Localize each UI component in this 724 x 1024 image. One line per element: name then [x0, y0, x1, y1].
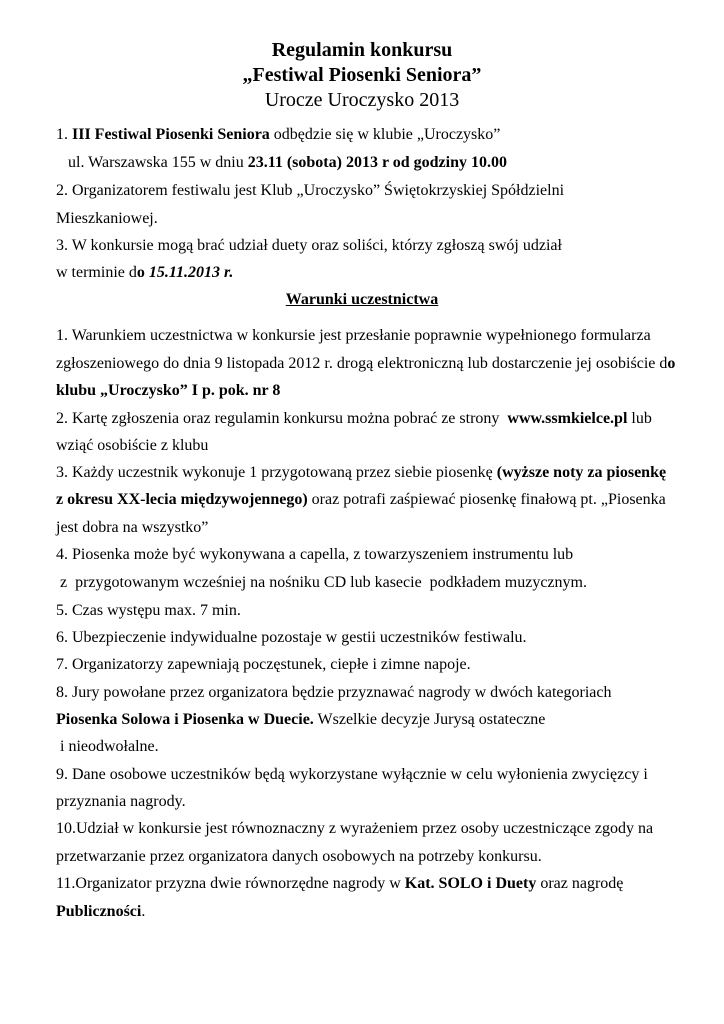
- rule-2-line-2: wziąć osobiście z klubu: [56, 437, 209, 454]
- intro-point-3-o: o: [136, 264, 149, 281]
- rule-10-line-1: 10.Udział w konkursie jest równoznaczny z wyrażeniem przez osoby uczestniczące zgody na: [56, 820, 654, 837]
- place-year: Urocze Uroczysko 2013: [264, 89, 460, 111]
- festival-name: „Festiwal Piosenki Seniora”: [242, 64, 482, 86]
- document-title: Regulamin konkursu: [271, 39, 453, 61]
- intro-point-1-line-2: [56, 153, 507, 173]
- rule-8-line-3: i nieodwołalne.: [56, 738, 159, 755]
- rule-3-line-1: [56, 463, 666, 483]
- intro-point-2-line-2: Mieszkaniowej.: [56, 210, 158, 227]
- rule-5: 5. Czas występu max. 7 min.: [56, 602, 241, 619]
- rule-9-line-2: przyznania nagrody.: [56, 793, 186, 810]
- rule-2-line-1: [56, 409, 652, 429]
- rule-4-line-1: 4. Piosenka może być wykonywana a capella, z towarzyszeniem instrumentu lub: [56, 546, 574, 563]
- rule-9-line-1: 9. Dane osobowe uczestników będą wykorzystane wyłącznie w celu wyłonienia zwycięzcy i: [56, 766, 648, 783]
- rule-1-line-3: klubu „Uroczysko” I p. pok. nr 8: [56, 382, 281, 399]
- rule-11-text: 11.Organizator przyzna dwie równorzędne nagrody w: [56, 875, 405, 892]
- rule-11-audience-prize: Publiczności: [56, 903, 142, 920]
- rule-10-line-2: przetwarzanie przez organizatora danych osobowych na potrzeby konkursu.: [56, 848, 542, 865]
- rule-8-rest: Wszelkie decyzje Jurysą ostateczne: [313, 711, 546, 728]
- intro-point-1-rest: odbędzie się w klubie „Uroczysko”: [269, 126, 501, 143]
- rule-3-rest: oraz potrafi zaśpiewać piosenkę finałową pt. „Piosenka: [307, 491, 666, 508]
- intro-point-3-line-2: [56, 263, 233, 283]
- rule-11-period: .: [141, 903, 146, 920]
- rule-3-bold: (wyższe noty za piosenkę: [496, 464, 667, 481]
- intro-point-1-date: 23.11 (sobota) 2013 r od godziny 10.00: [247, 154, 507, 171]
- rule-1-bold-o: o: [667, 355, 676, 372]
- title-block: [0, 38, 724, 113]
- rule-3-text: 3. Każdy uczestnik wykonuje 1 przygotowaną przez siebie piosenkę: [56, 464, 497, 481]
- rule-2-website-link[interactable]: www.ssmkielce.pl: [507, 410, 628, 427]
- intro-point-2-line-1: 2. Organizatorem festiwalu jest Klub „Uroczysko” Świętokrzyskiej Spółdzielni: [56, 182, 565, 199]
- rule-11-line-2: [56, 902, 145, 922]
- rule-8-line-2: [56, 710, 545, 730]
- rule-3-line-3: jest dobra na wszystko”: [56, 519, 209, 536]
- rule-7: 7. Organizatorzy zapewniają poczęstunek, ciepłe i zimne napoje.: [56, 656, 471, 673]
- rule-4-line-2: z przygotowanym wcześniej na nośniku CD lub kasecie podkładem muzycznym.: [56, 574, 587, 591]
- rule-6: 6. Ubezpieczenie indywidualne pozostaje w gestii uczestników festiwalu.: [56, 629, 527, 646]
- intro-point-1-line-1: [56, 125, 500, 145]
- rule-3-line-2: [56, 490, 666, 510]
- rule-11-categories: Kat. SOLO i Duety: [404, 875, 537, 892]
- rule-8-categories: Piosenka Solowa i Piosenka w Duecie.: [56, 711, 314, 728]
- rule-11-line-1: [56, 874, 623, 894]
- intro-point-1-festival: III Festiwal Piosenki Seniora: [72, 126, 270, 143]
- rule-2-text: 2. Kartę zgłoszenia oraz regulamin konkursu można pobrać ze strony: [56, 410, 508, 427]
- rule-1-line-1: 1. Warunkiem uczestnictwa w konkursie jest przesłanie poprawnie wypełnionego formularza: [56, 327, 651, 344]
- rule-8-line-1: 8. Jury powołane przez organizatora będzie przyznawać nagrody w dwóch kategoriach: [56, 684, 612, 701]
- rule-1-text: zgłoszeniowego do dnia 9 listopada 2012 r. drogą elektroniczną lub dostarczenie jej osobiście d: [56, 355, 668, 372]
- intro-point-1-number: 1.: [56, 126, 72, 143]
- rule-1-line-2: [56, 354, 675, 374]
- rule-3-bold-period: z okresu XX-lecia międzywojennego): [56, 491, 308, 508]
- intro-point-3-deadline: 15.11.2013 r.: [148, 264, 234, 281]
- rule-2-end: lub: [627, 410, 652, 427]
- intro-point-3-line-1: 3. W konkursie mogą brać udział duety oraz soliści, którzy zgłoszą swój udział: [56, 237, 562, 254]
- rule-11-end: oraz nagrodę: [536, 875, 624, 892]
- intro-point-3-text: w terminie d: [56, 264, 137, 281]
- intro-point-1-address: ul. Warszawska 155 w dniu: [56, 154, 248, 171]
- section-heading: Warunki uczestnictwa: [285, 291, 439, 308]
